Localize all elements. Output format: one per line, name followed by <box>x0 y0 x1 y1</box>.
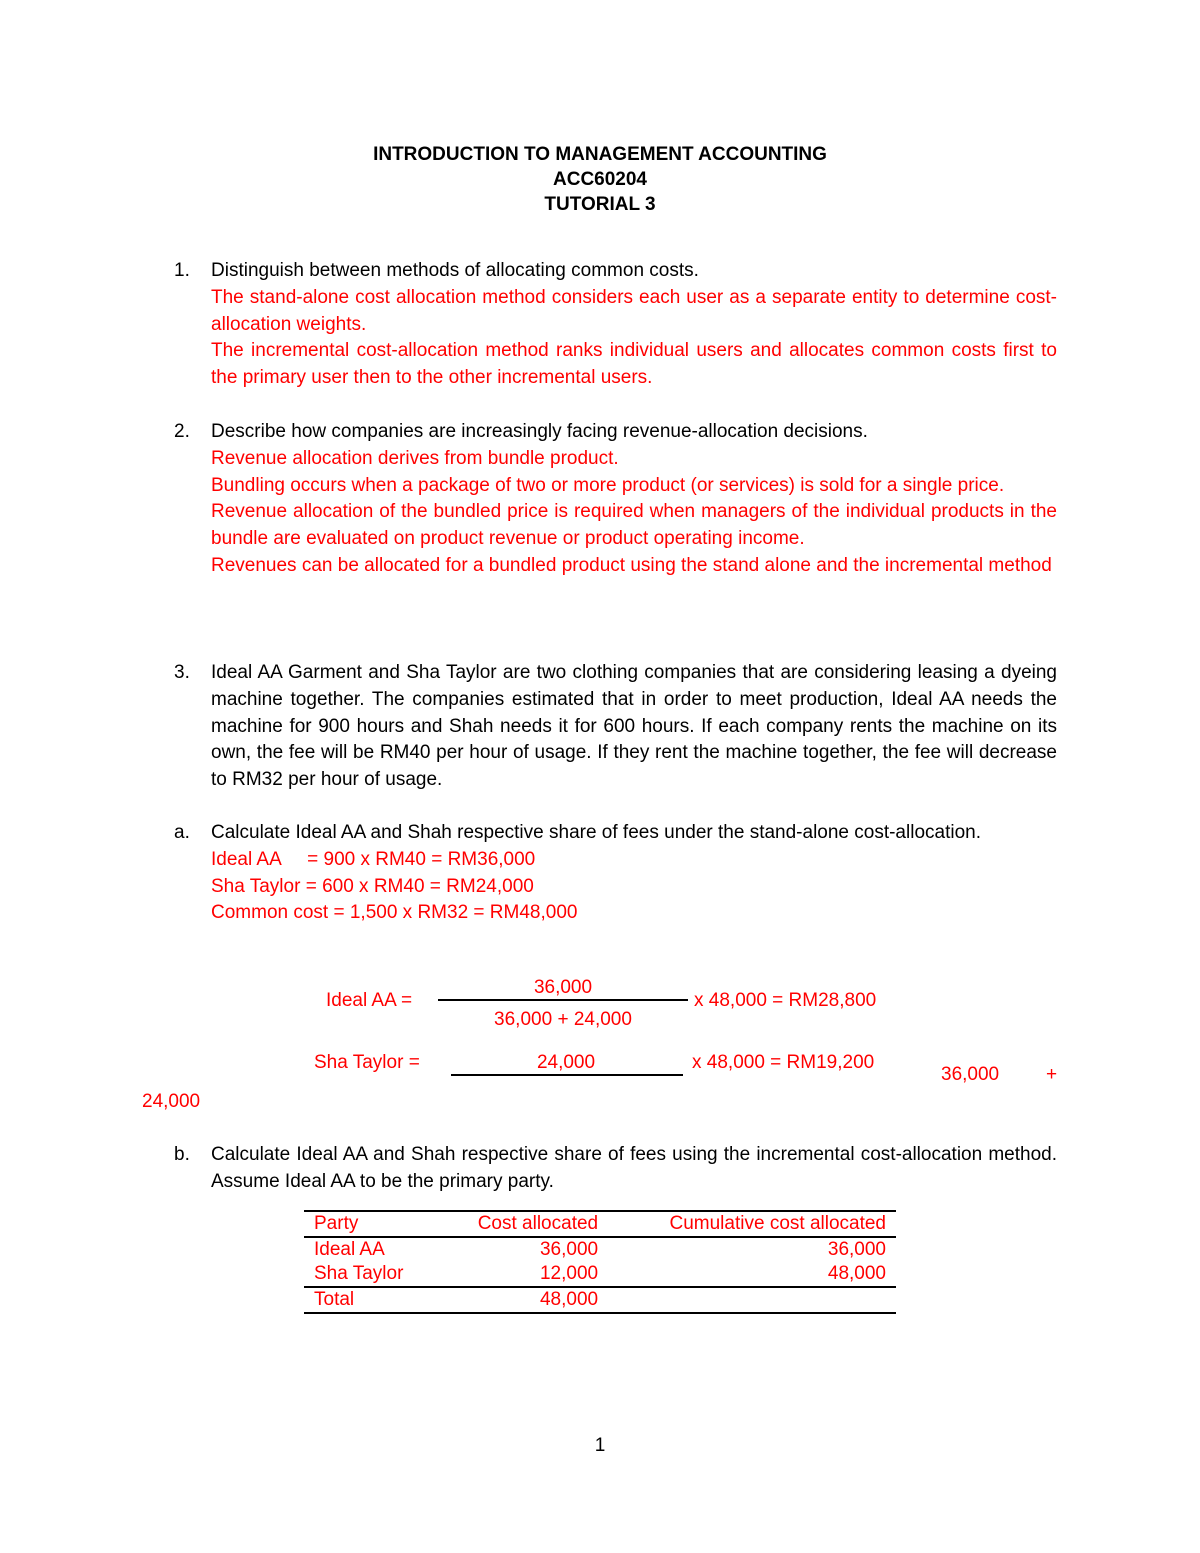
tutorial-label: TUTORIAL 3 <box>544 194 656 215</box>
answer-1-standalone: The stand-alone cost allocation method considers each user as a separate entity to determine cost-allocation weights. <box>211 286 1057 335</box>
sha-taylor-numerator: 24,000 <box>536 1052 596 1073</box>
sha-taylor-denominator-plus: + <box>1046 1064 1058 1085</box>
part-a <box>211 820 1057 927</box>
table-total-row <box>304 1287 896 1313</box>
calc-sha-taylor: Sha Taylor = 600 x RM40 = RM24,000 <box>211 875 534 897</box>
answer-2-line-1: Revenue allocation derives from bundle product. <box>211 447 619 469</box>
row-cumulative-cost: 48,000 <box>827 1263 886 1284</box>
sha-taylor-result: x 48,000 = RM19,200 <box>692 1052 875 1073</box>
question-number-3: 3. <box>174 662 190 683</box>
table-header-row <box>304 1211 896 1237</box>
part-a-label: a. <box>174 822 190 843</box>
document-title: INTRODUCTION TO MANAGEMENT ACCOUNTING <box>373 144 827 165</box>
table-row <box>304 1237 896 1262</box>
sha-taylor-fraction-bar <box>451 1074 683 1076</box>
sha-taylor-formula-label: Sha Taylor = <box>314 1052 420 1073</box>
row-party: Ideal AA <box>314 1239 385 1260</box>
total-cost-allocated: 48,000 <box>437 1287 608 1313</box>
total-cumulative-cost <box>608 1287 896 1313</box>
ideal-aa-numerator: 36,000 <box>533 977 593 998</box>
ideal-aa-formula-label: Ideal AA = <box>326 990 413 1011</box>
row-cumulative-cost: 36,000 <box>827 1239 886 1260</box>
course-code: ACC60204 <box>553 169 647 190</box>
answer-2-line-4: Revenues can be allocated for a bundled product using the stand alone and the incremental method <box>211 554 1052 576</box>
row-party: Sha Taylor <box>314 1263 404 1284</box>
total-label: Total <box>304 1287 437 1313</box>
question-2 <box>211 419 1057 580</box>
question-1 <box>211 258 1057 392</box>
answer-2-line-2: Bundling occurs when a package of two or more product (or services) is sold for a single price. <box>211 474 1005 496</box>
question-3-text: Ideal AA Garment and Sha Taylor are two clothing companies that are considering leasing a dyeing machine together. The companies estimated that in order to meet production, Ideal AA needs the machine for 900 hours and Shah needs it for 600 hours. If each company rents the machine on its own, the fee will be RM40 per hour of usage. If they rent the machine together, the fee will decrease to RM32 per hour of usage. <box>211 662 1057 791</box>
ideal-aa-denominator: 36,000 + 24,000 <box>494 1009 632 1030</box>
part-b-question: Calculate Ideal AA and Shah respective share of fees using the incremental cost-allocation method. Assume Ideal AA to be the primary party. <box>211 1144 1057 1192</box>
ideal-aa-fraction-bar <box>438 999 688 1001</box>
header-party: Party <box>304 1211 437 1237</box>
incremental-allocation-table <box>304 1210 896 1314</box>
question-2-text: Describe how companies are increasingly facing revenue-allocation decisions. <box>211 421 868 442</box>
table-row <box>304 1262 896 1287</box>
question-1-text: Distinguish between methods of allocating common costs. <box>211 260 699 281</box>
header-cost-allocated: Cost allocated <box>437 1211 608 1237</box>
question-number-2: 2. <box>174 421 190 442</box>
row-cost-allocated: 12,000 <box>539 1263 599 1284</box>
answer-2-line-3: Revenue allocation of the bundled price is required when managers of the individual products in the bundle are evaluated on product revenue or product operating income. <box>211 501 1057 550</box>
row-cost-allocated: 36,000 <box>539 1239 599 1260</box>
calc-common-cost: Common cost = 1,500 x RM32 = RM48,000 <box>211 902 578 924</box>
header-cumulative-cost: Cumulative cost allocated <box>608 1211 896 1237</box>
ideal-aa-result: x 48,000 = RM28,800 <box>694 990 877 1011</box>
question-number-1: 1. <box>174 260 190 281</box>
part-a-question: Calculate Ideal AA and Shah respective share of fees under the stand-alone cost-allocation. <box>211 822 981 843</box>
part-b-label: b. <box>174 1144 190 1165</box>
sha-taylor-denominator-part-2: 24,000 <box>142 1091 201 1112</box>
calc-ideal-aa: Ideal AA = 900 x RM40 = RM36,000 <box>211 848 536 870</box>
answer-1-incremental: The incremental cost-allocation method ranks individual users and allocates common costs first to the primary user then to the other incremental users. <box>211 340 1057 389</box>
sha-taylor-denominator-part-1: 36,000 <box>941 1064 1000 1085</box>
page-number: 1 <box>594 1435 606 1456</box>
